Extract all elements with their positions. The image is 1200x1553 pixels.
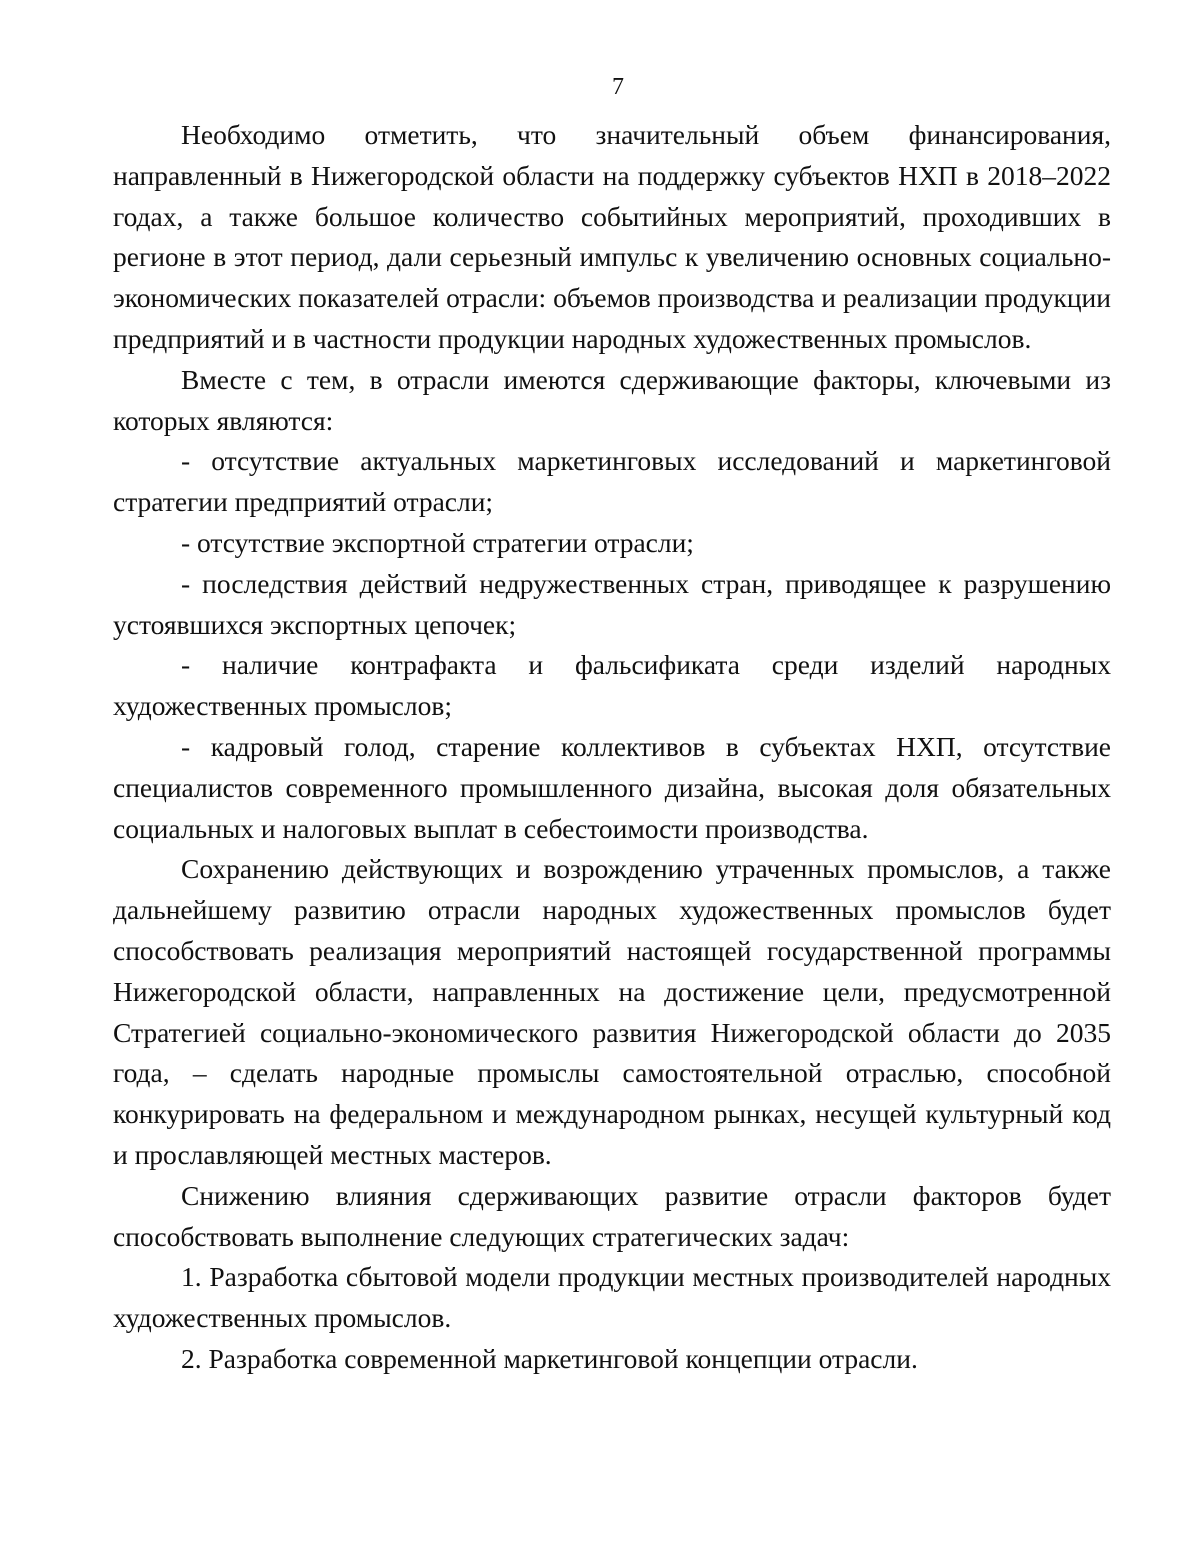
document-body (113, 115, 1111, 1380)
list-item-unfriendly-countries: - последствия действий недружественных стран, приводящее к разрушению устоявшихся экспортных цепочек; (113, 567, 1111, 640)
task-item-1: 1. Разработка сбытовой модели продукции местных производителей народных художественных промыслов. (113, 1261, 1111, 1334)
paragraph-constraining-factors: Вместе с тем, в отрасли имеются сдерживающие факторы, ключевыми из которых являются: (113, 363, 1111, 436)
list-item-counterfeit: - наличие контрафакта и фальсификата среди изделий народных художественных промыслов; (113, 649, 1111, 722)
paragraph-financing: Необходимо отметить, что значительный объем финансирования, направленный в Нижегородской области на поддержку субъектов НХП в 2018–2022 годах, а также большое количество событийных мероприятий, проходивших в регионе в этот период, дали серьезный импульс к увеличению основных социально-экономических показателей отрасли: объемов производства и реализации продукции предприятий и в частности продукции народных художественных промыслов. (113, 119, 1111, 354)
list-item-marketing-research: - отсутствие актуальных маркетинговых исследований и маркетинговой стратегии предприятий отрасли; (113, 445, 1111, 518)
page-number: 7 (612, 74, 624, 100)
list-item-export-strategy: - отсутствие экспортной стратегии отрасли; (181, 526, 694, 558)
paragraph-preservation: Сохранению действующих и возрождению утраченных промыслов, а также дальнейшему развитию отрасли народных художественных промыслов будет способствовать реализация мероприятий настоящей государственной программы Нижегородской области, направленных на достижение цели, предусмотренной Стратегией социально-экономического развития Нижегородской области до 2035 года, – сделать народные промыслы самостоятельной отраслью, способной конкурировать на федеральном и международном рынках, несущей культурный код и прославляющей местных мастеров. (113, 853, 1111, 1170)
list-item-staff-shortage: - кадровый голод, старение коллективов в субъектах НХП, отсутствие специалистов современного промышленного дизайна, высокая доля обязательных социальных и налоговых выплат в себестоимости производства. (113, 730, 1111, 844)
task-item-2: 2. Разработка современной маркетинговой концепции отрасли. (181, 1342, 918, 1374)
paragraph-strategic-tasks: Снижению влияния сдерживающих развитие отрасли факторов будет способствовать выполнение следующих стратегических задач: (113, 1179, 1111, 1252)
